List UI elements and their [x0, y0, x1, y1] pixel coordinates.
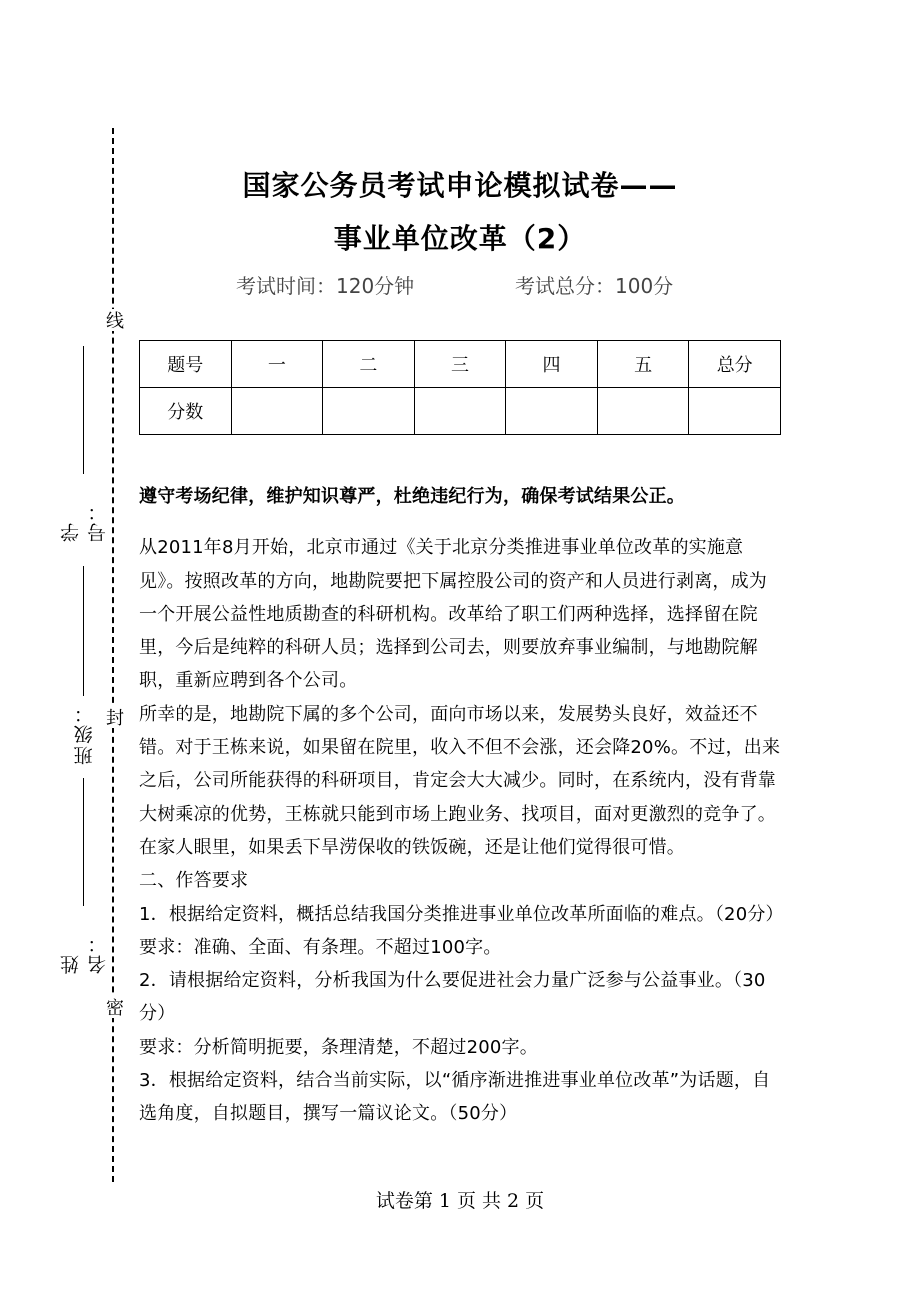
question-1-requirement: 要求：准确、全面、有条理。不超过100字。 [139, 936, 502, 958]
score-table [139, 340, 781, 435]
score-row-label: 分数 [140, 388, 232, 435]
exam-content [139, 480, 784, 1131]
score-header-cell: 五 [597, 341, 689, 388]
binding-dashed-line [112, 128, 114, 1182]
material-paragraph-2: 所幸的是，地勘院下属的多个公司，面向市场以来，发展势头良好，效益还不错。对于王栋来说，如果留在院里，收入不但不会涨，还会降20%。不过，出来之后，公司所能获得的科研项目，肯定会大大减少。同时，在系统内，没有背靠大树乘凉的优势，王栋就只能到市场上跑业务、找项目，面对更激烈的竞争了。在家人眼里，如果丢下旱涝保收的铁饭碗，还是让他们觉得很可惜。 [139, 703, 781, 858]
score-header-cell: 总分 [689, 341, 781, 388]
score-table-score-row [140, 388, 781, 435]
exam-title-line1: 国家公务员考试申论模拟试卷—— [242, 169, 678, 202]
name-field [60, 778, 109, 974]
exam-time: 考试时间：120分钟 [236, 274, 415, 298]
score-cell[interactable] [506, 388, 598, 435]
material-paragraph-1: 从2011年8月开始，北京市通过《关于北京分类推进事业单位改革的实施意见》。按照改革的方向，地勘院要把下属控股公司的资产和人员进行剥离，成为一个开展公益性地质勘查的科研机构。改革给了职工们两种选择，选择留在院里，今后是纯粹的科研人员；选择到公司去，则要放弃事业编制，与地勘院解职，重新应聘到各个公司。 [139, 537, 767, 692]
seal-char-xian: 线 [103, 311, 124, 329]
class-label: 班级： [73, 702, 96, 765]
exam-title-line2: 事业单位改革（2） [333, 222, 587, 255]
student-id-label: 学号： [60, 500, 109, 542]
question-3: 3．根据给定资料，结合当前实际，以“循序渐进推进事业单位改革”为话题，自选角度，自拟题目，撰写一篇议论文。（50分） [139, 1070, 771, 1125]
score-cell[interactable] [323, 388, 415, 435]
exam-total-score: 考试总分：100分 [515, 274, 674, 298]
question-1: 1．根据给定资料，概括总结我国分类推进事业单位改革所面临的难点。（20分） [139, 903, 784, 925]
seal-char-mi: 密 [103, 998, 124, 1016]
score-header-cell: 一 [231, 341, 323, 388]
class-field [64, 565, 104, 765]
section-title: 二、作答要求 [139, 870, 249, 892]
score-cell[interactable] [414, 388, 506, 435]
score-header-cell: 二 [323, 341, 415, 388]
name-blank[interactable] [84, 778, 85, 906]
name-label: 姓名： [60, 932, 109, 974]
score-header-cell: 题号 [140, 341, 232, 388]
score-header-cell: 四 [506, 341, 598, 388]
exam-notice: 遵守考场纪律，维护知识尊严，杜绝违纪行为，确保考试结果公正。 [139, 486, 685, 507]
question-2: 2．请根据给定资料，分析我国为什么要促进社会力量广泛参与公益事业。（30分） [139, 970, 766, 1025]
score-cell[interactable] [231, 388, 323, 435]
score-cell[interactable] [689, 388, 781, 435]
score-header-cell: 三 [414, 341, 506, 388]
seal-char-feng: 封 [103, 708, 124, 726]
page-footer: 试卷第 1 页 共 2 页 [375, 1190, 545, 1212]
student-id-field [60, 346, 109, 542]
score-table-header-row [140, 341, 781, 388]
student-id-blank[interactable] [84, 346, 85, 474]
question-2-requirement: 要求：分析简明扼要，条理清楚，不超过200字。 [139, 1036, 538, 1058]
score-cell[interactable] [597, 388, 689, 435]
class-blank[interactable] [84, 566, 85, 696]
